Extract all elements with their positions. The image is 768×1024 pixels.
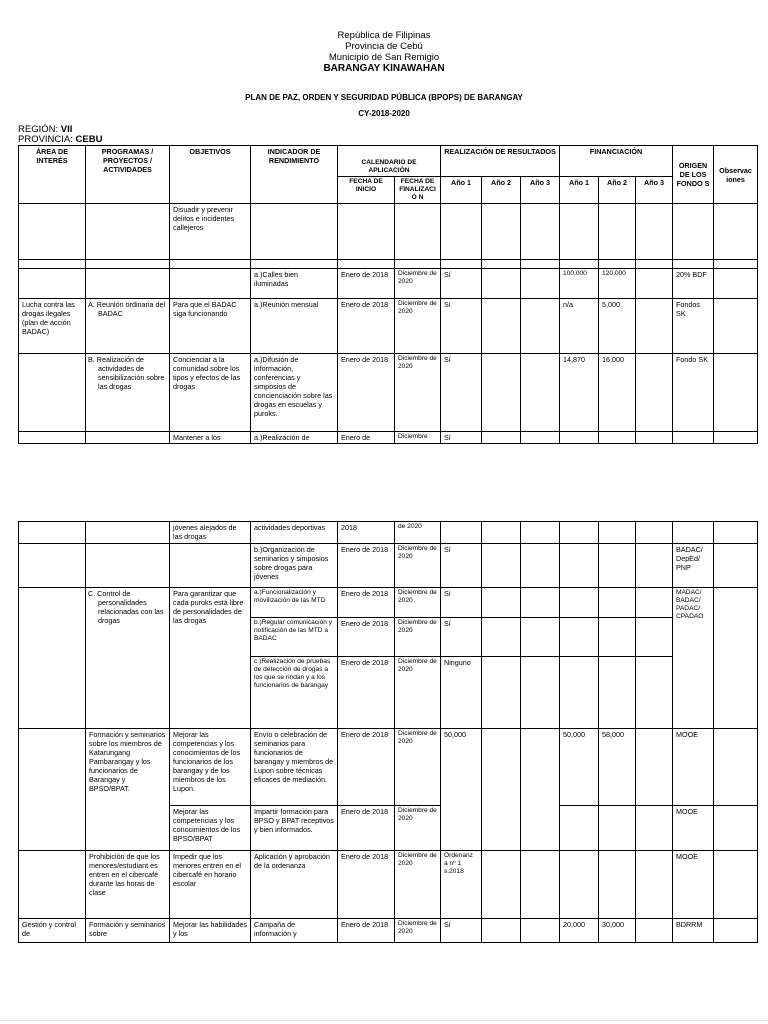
header-line-republic: República de Filipinas [337,30,431,41]
region-value: VII [60,124,73,135]
cell-fin-y1: 20,000 [560,919,599,943]
cell-objetivo: Mejorar las competencias y los conocimientos de los BPSO/BPAT [170,806,251,851]
cell-fecha-inicio: Enero de 2018 [338,729,395,806]
cell-objetivo: Mejorar las habilidades y los [170,919,251,943]
col-res-y2: Año 2 [482,177,521,204]
cell-fecha-inicio: Enero de 2018 [338,851,395,919]
cell-fecha-fin: Diciembre de 2020 [395,729,441,806]
cell-origen: BDRRM [673,919,714,943]
header-line-municipality: Municipio de San Remigio [328,52,440,63]
cell-res-y1: Sí [441,919,482,943]
cell-objetivo: Concienciar a la comunidad sobre los tipos y efectos de las drogas [170,354,251,432]
province-line [18,135,102,145]
cell-res-y1: Sí [441,618,482,657]
cell-indicador: a.)Calles bien iluminadas [251,269,338,299]
col-realizacion: REALIZACIÓN DE RESULTADOS [441,146,560,177]
cell-fecha-inicio: Enero de 2018 [338,299,395,354]
plan-cy: CY-2018-2020 [358,109,410,118]
cell-fecha-fin: Diciembre de 2020 [395,269,441,299]
region-label: REGIÓN: [18,124,59,135]
cell-origen: MADAC/ BADAC/ PADAC/ CPADAO [673,588,714,729]
cell-indicador: a.)Reunión mensual [251,299,338,354]
cell-fecha-fin: Diciembre de 2020 [395,851,441,919]
col-financiacion: FINANCIACIÓN [560,146,673,177]
cell-fecha-inicio: Enero de 2018 [338,269,395,299]
cell-indicador: Envío o celebración de seminarios para funcionarios de barangay y miembros de Lupon sobre técnicas eficaces de mediación. [251,729,338,806]
cell-res-y1: Sí [441,299,482,354]
cell-fin-y2: 120,000 [599,269,636,299]
table-header-row [19,146,758,177]
col-fecha-inicio: FECHA DE INICIO [338,177,395,204]
cell-objetivo: Para garantizar que cada puroks está libre de personalidades de las drogas [170,588,251,729]
col-programas: PROGRAMAS / PROYECTOS / ACTIVIDADES [86,146,170,204]
table-row [19,269,758,299]
cell-objetivo: Impedir que los menores entren en el cibercafé en horario escolar [170,851,251,919]
col-fin-y3: Año 3 [636,177,673,204]
table-row [19,729,758,806]
col-fecha-fin: FECHA DE FINALIZACIÓ N [395,177,441,204]
cell-fin-y1: n/a [560,299,599,354]
col-objetivos: OBJETIVOS [170,146,251,204]
document-header [0,30,768,74]
cell-res-y1: Sí [441,544,482,588]
cell-fin-y2: 5,000 [599,299,636,354]
cell-fecha-fin: de 2020 [395,522,441,544]
cell-indicador: Campaña de información y [251,919,338,943]
plan-title: PLAN DE PAZ, ORDEN Y SEGURIDAD PÚBLICA (BPOPS) DE BARANGAY [245,93,523,102]
cell-fecha-fin: Diciembre de 2020 [395,544,441,588]
cell-fecha-inicio: Enero de 2018 [338,806,395,851]
table-row [19,260,758,269]
col-res-y3: Año 3 [521,177,560,204]
cell-indicador: a.)Difusión de información, conferencias y simposios de concienciación sobre las drogas en escuelas y puroks. [251,354,338,432]
cell-programa: Formación y seminarios sobre los miembros de Katarungang Pambarangay y los funcionarios de Barangay y BPSO/BPAT. [86,729,170,851]
cell-fin-y2: 30,000 [599,919,636,943]
table-row [19,522,758,544]
table-row [19,544,758,588]
col-res-y1: Año 1 [441,177,482,204]
cell-fecha-inicio: Enero de 2018 [338,588,395,618]
table-row [19,432,758,444]
cell-fecha-inicio: Enero de 2018 [338,618,395,657]
cell-fin-y2: 58,000 [599,729,636,806]
cell-objetivo: Para que el BADAC siga funcionando [170,299,251,354]
bpops-table-page2 [18,521,758,943]
col-indicador: INDICADOR DE RENDIMIENTO [251,146,338,204]
cell-fin-y1: 100,000 [560,269,599,299]
cell-fecha-fin: Diciembre de 2020 [395,919,441,943]
col-origen: ORIGEN DE LOS FONDO S [673,146,714,204]
cell-origen: MOOE [673,806,714,851]
cell-fecha-inicio: Enero de 2018 [338,544,395,588]
cell-objetivo: Disuadir y prevenir delitos e incidentes callejeros [170,204,251,260]
page-separator [0,1020,768,1021]
table-row [19,204,758,260]
cell-origen: 20% BDF [673,269,714,299]
table-row [19,919,758,943]
cell-indicador: Aplicación y aprobación de la ordenanza [251,851,338,919]
cell-area: Gestión y control de [19,919,86,943]
cell-fecha-fin: Diciembre de 2020 [395,354,441,432]
table-row [19,299,758,354]
cell-origen: BADAC/ DepEd/ PNP [673,544,714,588]
cell-fin-y1: 14,870 [560,354,599,432]
cell-fecha-fin: Diciembre de 2020 [395,618,441,657]
cell-res-y1: Ordenanz a nº 1 s.2018 [441,851,482,919]
table-row [19,354,758,432]
col-area: ÁREA DE INTERÉS [19,146,86,204]
bpops-table-page1 [18,145,758,444]
cell-indicador: a.)Realización de [251,432,338,444]
table-row [19,588,758,618]
cell-indicador: b.)Organización de seminarios y simposios sobre drogas para jóvenes [251,544,338,588]
province-value: CEBU [75,134,103,145]
cell-fecha-fin: Diciembre de 2020 [395,299,441,354]
cell-programa: C. Control de personalidades relacionadas con las drogas [86,588,170,729]
cell-objetivo: jóvenes alejados de las drogas [170,522,251,544]
cell-indicador: actividades deportivas [251,522,338,544]
province-label: PROVINCIA: [18,134,73,145]
cell-fecha-fin: Diciembre de 2020 [395,657,441,729]
header-line-province: Provincia de Cebú [345,41,423,52]
col-observaciones: Observac iones [714,146,758,204]
cell-programa: Prohibición de que los menores/estudiant es entren en el cibercafé durante las horas de clase [86,851,170,919]
col-calendario: CALENDARIO DE APLICACIÓN [338,146,441,177]
cell-fecha-fin: Diciembre [395,432,441,444]
cell-origen: MOOE [673,851,714,919]
cell-fecha-inicio: Enero de 2018 [338,919,395,943]
cell-programa: Formación y seminarios sobre [86,919,170,943]
cell-fin-y1: 50,000 [560,729,599,806]
cell-indicador: Impartir formación para BPSO y BPAT receptivos y bien informados. [251,806,338,851]
cell-res-y1: Sí [441,588,482,618]
table-row [19,851,758,919]
cell-programa: A. Reunión ordinaria del BADAC [86,299,170,354]
cell-fecha-fin: Diciembre de 2020 [395,588,441,618]
cell-fecha-fin: Diciembre de 2020 [395,806,441,851]
cell-fecha-inicio: 2018 [338,522,395,544]
cell-res-y1: 50,000 [441,729,482,851]
cell-fecha-inicio: Enero de [338,432,395,444]
cell-res-y1: Sí [441,354,482,432]
col-fin-y1: Año 1 [560,177,599,204]
cell-origen: Fondo SK [673,354,714,432]
cell-objetivo: Mantener a los [170,432,251,444]
cell-area: Lucha contra las drogas ilegales (plan de acción BADAC) [19,299,86,354]
cell-fin-y2: 16,000 [599,354,636,432]
cell-objetivo: Mejorar las competencias y los conocimientos de los funcionarios de los barangay y de los miembros de los Lupon. [170,729,251,806]
cell-origen: Fondos SK [673,299,714,354]
cell-programa: B. Realización de actividades de sensibilización sobre las drogas [86,354,170,432]
cell-indicador: a.)Funcionalización y movilización de las MTD [251,588,338,618]
cell-res-y1: Sí [441,432,482,444]
cell-indicador: c.)Realización de pruebas de detección de drogas a los que se rindan y a los funcionarios de barangay [251,657,338,729]
cell-indicador: b.)Regular comunicación y notificación de las MTD a BADAC [251,618,338,657]
cell-res-y1: Sí [441,269,482,299]
cell-fecha-inicio: Enero de 2018 [338,354,395,432]
header-barangay: BARANGAY KINAWAHAN [323,63,445,74]
cell-fecha-inicio: Enero de 2018 [338,657,395,729]
cell-origen: MOOE [673,729,714,806]
cell-res-y1: Ninguno [441,657,482,729]
col-fin-y2: Año 2 [599,177,636,204]
